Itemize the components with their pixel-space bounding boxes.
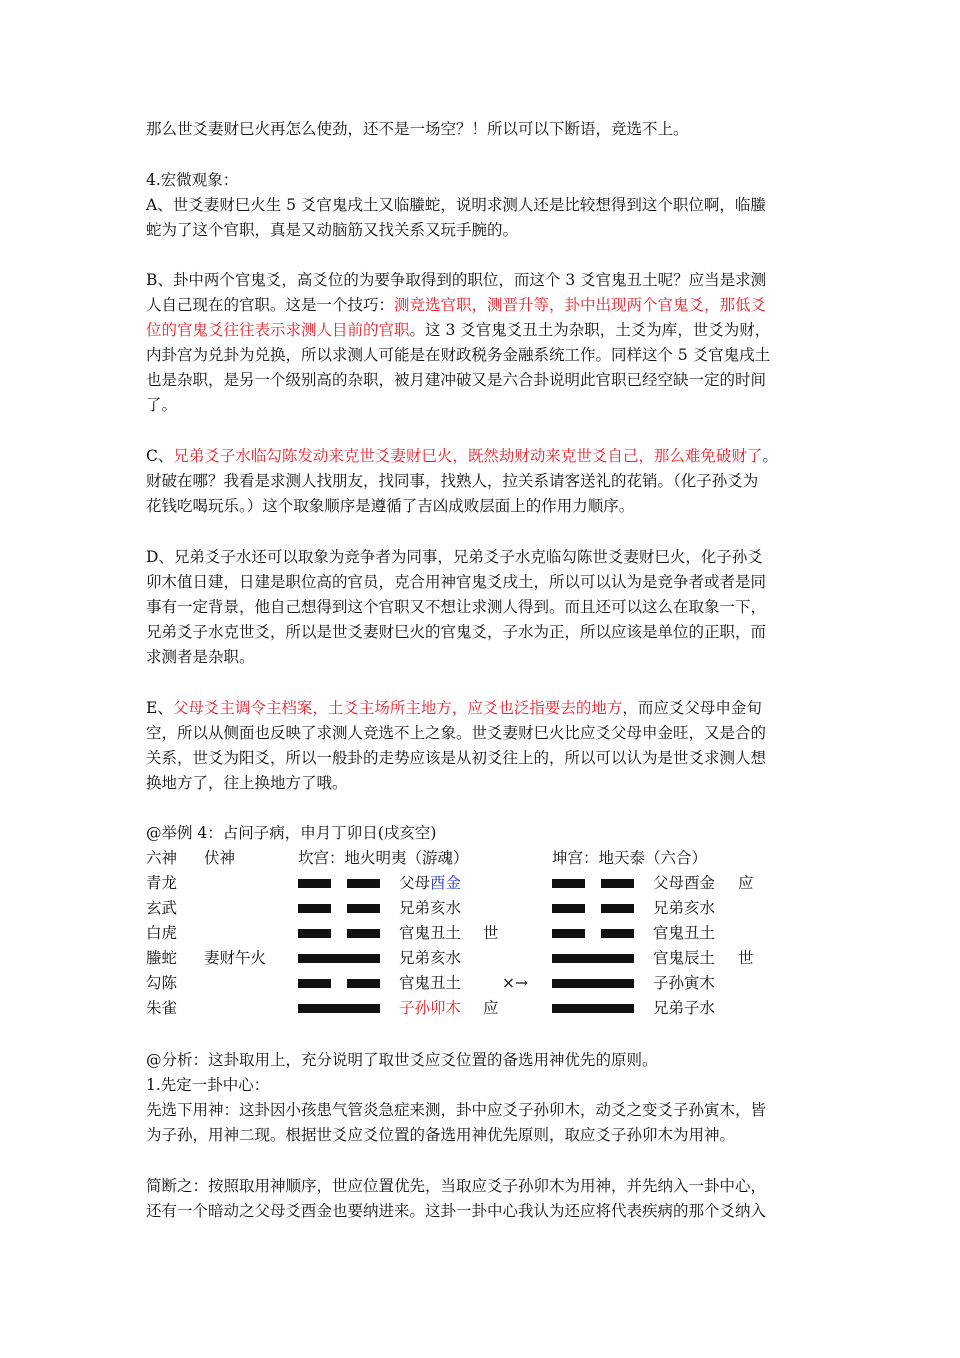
shi-ying-mark: 应 xyxy=(483,999,499,1017)
paragraph-e-line-2: 空，所以从侧面也反映了求测人竞选不上之象。世爻妻财巳火比应爻父母申金旺，又是合的 xyxy=(146,724,767,742)
paragraph-b-line-5: 也是杂职，是另一个级别高的杂职，被月建冲破又是六合卦说明此官职已经空缺一定的时间 xyxy=(146,371,767,389)
yao-text: 官鬼丑土 xyxy=(399,974,462,992)
text-run: 。 xyxy=(762,447,778,465)
analysis-p2-line-1: 简断之：按照取用神顺序，世应位置优先，当取应爻子孙卯木为用神，并先纳入一卦中心， xyxy=(146,1177,767,1195)
paragraph-conclusion: 那么世爻妻财巳火再怎么使劲，还不是一场空？！所以可以下断语，竞选不上。 xyxy=(146,120,689,138)
main-yao-text xyxy=(399,898,461,918)
analysis-p2-line-2: 还有一个暗动之父母爻酉金也要纳进来。这卦一卦中心我认为还应将代表疾病的那个爻纳入 xyxy=(146,1202,767,1220)
changed-yao-line xyxy=(552,879,634,888)
text-run: C、 xyxy=(146,447,174,465)
paragraph-d-line-4: 兄弟爻子水克世爻，所以是世爻妻财巳火的官鬼爻，子水为正，所以应该是单位的正职，而 xyxy=(146,623,767,641)
paragraph-d-line-1: D、兄弟爻子水还可以取象为竞争者为同事，兄弟爻子水克临勾陈世爻妻财巳火，化子孙爻 xyxy=(146,548,763,566)
yang-line-segment xyxy=(298,1004,380,1013)
paragraph-c-line-2: 财破在哪？我看是求测人找朋友，找同事，找熟人，拉关系请客送礼的花销。（化子孙爻为 xyxy=(146,472,759,490)
changed-yao-text: 兄弟亥水 xyxy=(653,899,716,917)
yang-line-segment xyxy=(552,979,634,988)
changed-yao-text: 父母酉金 xyxy=(653,874,716,892)
yin-line-segment xyxy=(298,979,331,988)
liushen-label: 螣蛇 xyxy=(146,949,178,967)
shi-ying-mark: 世 xyxy=(483,924,499,942)
header-main-hexagram: 坎宫：地火明夷（游魂） xyxy=(298,849,469,867)
moving-line-arrow: ×→ xyxy=(502,974,528,992)
yang-line-segment xyxy=(552,1004,634,1013)
yao-text-highlight: 酉金 xyxy=(430,874,462,892)
paragraph-d-line-2: 卯木值日建，日建是职位高的官员，克合用神官鬼爻戌土，所以可以认为是竞争者或者是同 xyxy=(146,573,767,591)
yin-line-segment xyxy=(347,979,380,988)
changed-yao-line xyxy=(552,929,634,938)
changed-shi-ying-mark: 应 xyxy=(738,874,754,892)
changed-yao-text: 官鬼辰土 xyxy=(653,949,716,967)
yin-line-segment xyxy=(298,879,331,888)
analysis-heading-1: 1.先定一卦中心： xyxy=(146,1076,270,1094)
analysis-p1-line-2: 为子孙，用神二现。根据世爻应爻位置的备选用神优先原则，取应爻子孙卯木为用神。 xyxy=(146,1126,736,1144)
changed-yao-line xyxy=(552,904,634,913)
changed-yao-line xyxy=(552,1004,634,1013)
changed-yao-text: 兄弟子水 xyxy=(653,999,716,1017)
main-yao-text xyxy=(399,973,461,993)
paragraph-a-line-1: A、世爻妻财巳火生 5 爻官鬼戌土又临螣蛇，说明求测人还是比较想得到这个职位啊，临螣 xyxy=(146,196,766,214)
yin-line-segment xyxy=(601,929,634,938)
paragraph-b-line-1: B、卦中两个官鬼爻，高爻位的为要争取得到的职位，而这个 3 爻官鬼丑土呢？应当是求测 xyxy=(146,271,767,289)
changed-yao-line xyxy=(552,979,634,988)
analysis-p1-line-1: 先选下用神：这卦因小孩患气管炎急症来测，卦中应爻子孙卯木，动爻之变爻子孙寅木，皆 xyxy=(146,1101,767,1119)
paragraph-a-line-2: 蛇为了这个官职，真是又动脑筋又找关系又玩手腕的。 xyxy=(146,221,519,239)
text-run: E、 xyxy=(146,699,173,717)
yao-text: 兄弟亥水 xyxy=(399,949,462,967)
yao-text: 兄弟亥水 xyxy=(399,899,462,917)
main-yao-line xyxy=(298,1004,380,1013)
paragraph-e-line-3: 关系，世爻为阳爻，所以一般卦的走势应该是从初爻往上的，所以可以认为是世爻求测人想 xyxy=(146,749,767,767)
highlight-text: 位的官鬼爻往往表示求测人目前的官职 xyxy=(146,321,410,339)
yao-text: 父母 xyxy=(399,874,431,892)
changed-shi-ying-mark: 世 xyxy=(738,949,754,967)
changed-yao-line xyxy=(552,954,634,963)
yao-text: 官鬼丑土 xyxy=(399,924,462,942)
yin-line-segment xyxy=(347,904,380,913)
paragraph-b-line-4: 内卦宫为兑卦为兑换，所以求测人可能是在财政税务金融系统工作。同样这个 5 爻官鬼戌土 xyxy=(146,346,771,364)
header-changed-hexagram: 坤宫：地天泰（六合） xyxy=(552,849,708,867)
main-yao-text xyxy=(399,948,461,968)
main-yao-line xyxy=(298,929,380,938)
fushen-label: 妻财午火 xyxy=(204,949,267,967)
changed-yao-text: 子孙寅木 xyxy=(653,974,716,992)
liushen-label: 青龙 xyxy=(146,874,178,892)
highlight-text: 父母爻主调令主档案，土爻主场所主地方，应爻也泛指要去的地方 xyxy=(172,699,623,717)
paragraph-c-line-1 xyxy=(146,446,778,466)
main-yao-line xyxy=(298,904,380,913)
paragraph-b-line-3 xyxy=(146,320,770,340)
yang-line-segment xyxy=(298,954,380,963)
paragraph-d-line-5: 求测者是杂职。 xyxy=(146,648,255,666)
yin-line-segment xyxy=(601,879,634,888)
liushen-label: 玄武 xyxy=(146,899,178,917)
text-run: ，而应爻父母申金旬 xyxy=(622,699,762,717)
yin-line-segment xyxy=(347,929,380,938)
main-yao-text xyxy=(399,998,461,1018)
liushen-label: 勾陈 xyxy=(146,974,178,992)
main-yao-line xyxy=(298,954,380,963)
main-yao-line xyxy=(298,979,380,988)
analysis-title: @分析：这卦取用上，充分说明了取世爻应爻位置的备选用神优先的原则。 xyxy=(146,1051,658,1069)
liushen-label: 朱雀 xyxy=(146,999,178,1017)
paragraph-b-line-2 xyxy=(146,295,766,315)
yin-line-segment xyxy=(552,879,585,888)
yin-line-segment xyxy=(298,929,331,938)
highlight-text: 测竞选官职，测晋升等，卦中出现两个官鬼爻，那低爻 xyxy=(394,296,767,314)
yin-line-segment xyxy=(298,904,331,913)
text-run: 人自己现在的官职。这是一个技巧： xyxy=(146,296,395,314)
highlight-text: 兄弟爻子水临勾陈发动来克世爻妻财巳火，既然劫财动来克世爻自己，那么难免破财了 xyxy=(173,447,763,465)
paragraph-e-line-1 xyxy=(146,698,762,718)
main-yao-text xyxy=(399,873,461,893)
changed-yao-text: 官鬼丑土 xyxy=(653,924,716,942)
header-liushen: 六神 xyxy=(146,849,178,867)
text-run: 。这 3 爻官鬼爻丑土为杂职，土爻为库，世爻为财， xyxy=(409,321,771,339)
yin-line-segment xyxy=(552,929,585,938)
yin-line-segment xyxy=(552,904,585,913)
yin-line-segment xyxy=(601,904,634,913)
main-yao-line xyxy=(298,879,380,888)
yin-line-segment xyxy=(347,879,380,888)
yang-line-segment xyxy=(552,954,634,963)
paragraph-b-line-6: 了。 xyxy=(146,396,178,414)
yao-text-highlight: 子孙卯木 xyxy=(399,999,462,1017)
paragraph-e-line-4: 换地方了，往上换地方了哦。 xyxy=(146,774,348,792)
liushen-label: 白虎 xyxy=(146,924,178,942)
example-title: @举例 4：占问子病，申月丁卯日(戌亥空) xyxy=(146,824,437,842)
main-yao-text xyxy=(399,923,461,943)
paragraph-d-line-3: 事有一定背景，他自己想得到这个官职又不想让求测人得到。而且还可以这么在取象一下， xyxy=(146,598,767,616)
section-heading-4: 4.宏微观象： xyxy=(146,171,239,189)
header-fushen: 伏神 xyxy=(204,849,236,867)
paragraph-c-line-3: 花钱吃喝玩乐。）这个取象顺序是遵循了吉凶成败层面上的作用力顺序。 xyxy=(146,497,635,515)
